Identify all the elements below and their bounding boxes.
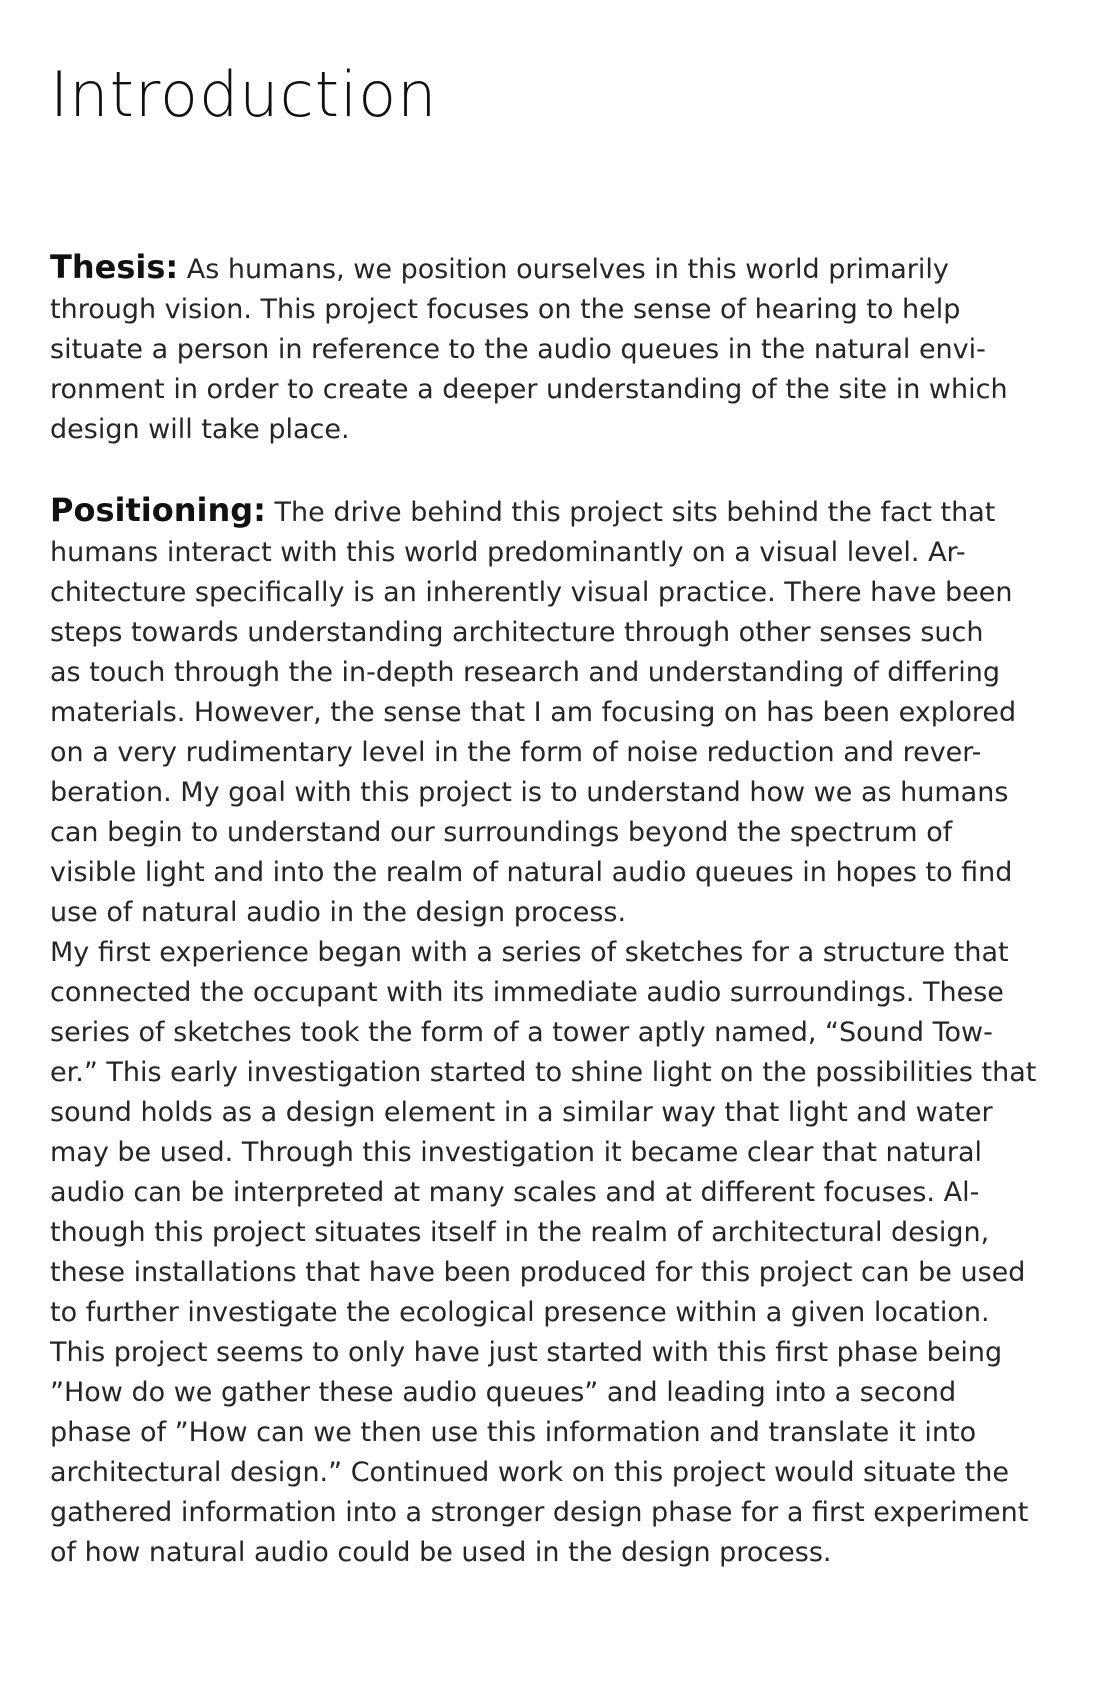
text-line: My first experience began with a series of sketches for a structure that: [50, 937, 1009, 968]
thesis-paragraph: [50, 247, 1050, 450]
text-line: phase of ”How can we then use this information and translate it into: [50, 1417, 977, 1448]
text-line: may be used. Through this investigation it became clear that natural: [50, 1137, 983, 1168]
text-line: [50, 247, 1050, 290]
text-line: design will take place.: [50, 414, 350, 445]
text-line: connected the occupant with its immediate audio surroundings. These: [50, 977, 1004, 1008]
text-line: This project seems to only have just started with this first phase being: [50, 1337, 1003, 1368]
text-line: series of sketches took the form of a tower aptly named, “Sound Tow-: [50, 1017, 993, 1048]
text-line: on a very rudimentary level in the form of noise reduction and rever-: [50, 737, 982, 768]
text-line-content: As humans, we position ourselves in this world primarily: [178, 254, 949, 285]
text-line: architectural design.” Continued work on this project would situate the: [50, 1457, 1009, 1488]
text-line: humans interact with this world predominantly on a visual level. Ar-: [50, 537, 966, 568]
text-line: ronment in order to create a deeper understanding of the site in which: [50, 374, 1008, 405]
text-line-content: The drive behind this project sits behind the fact that: [265, 497, 996, 528]
text-line: situate a person in reference to the audio queues in the natural envi-: [50, 334, 986, 365]
text-line: chitecture specifically is an inherently visual practice. There have been: [50, 577, 1013, 608]
document-page: [50, 55, 1050, 1573]
text-line: sound holds as a design element in a similar way that light and water: [50, 1097, 993, 1128]
text-line: audio can be interpreted at many scales and at different focuses. Al-: [50, 1177, 980, 1208]
thesis-label: Thesis:: [50, 248, 179, 286]
text-line: er.” This early investigation started to shine light on the possibilities that: [50, 1057, 1037, 1088]
page-title: Introduction: [50, 58, 438, 131]
text-line: steps towards understanding architecture through other senses such: [50, 617, 984, 648]
text-line: use of natural audio in the design process.: [50, 897, 627, 928]
text-line: as touch through the in-depth research and understanding of differing: [50, 657, 1000, 688]
positioning-paragraph: [50, 490, 1050, 1573]
text-line: visible light and into the realm of natural audio queues in hopes to find: [50, 857, 1013, 888]
text-line: these installations that have been produced for this project can be used: [50, 1257, 1026, 1288]
text-line: gathered information into a stronger design phase for a first experiment: [50, 1497, 1029, 1528]
text-line: can begin to understand our surroundings beyond the spectrum of: [50, 817, 953, 848]
text-line: [50, 490, 1050, 533]
text-line: through vision. This project focuses on the sense of hearing to help: [50, 294, 961, 325]
text-line: beration. My goal with this project is to understand how we as humans: [50, 777, 1009, 808]
text-line: of how natural audio could be used in the design process.: [50, 1537, 832, 1568]
text-line: though this project situates itself in the realm of architectural design,: [50, 1217, 990, 1248]
text-line: materials. However, the sense that I am focusing on has been explored: [50, 697, 1017, 728]
text-line: to further investigate the ecological presence within a given location.: [50, 1297, 990, 1328]
positioning-label: Positioning:: [50, 491, 266, 529]
text-line: ”How do we gather these audio queues” and leading into a second: [50, 1377, 957, 1408]
